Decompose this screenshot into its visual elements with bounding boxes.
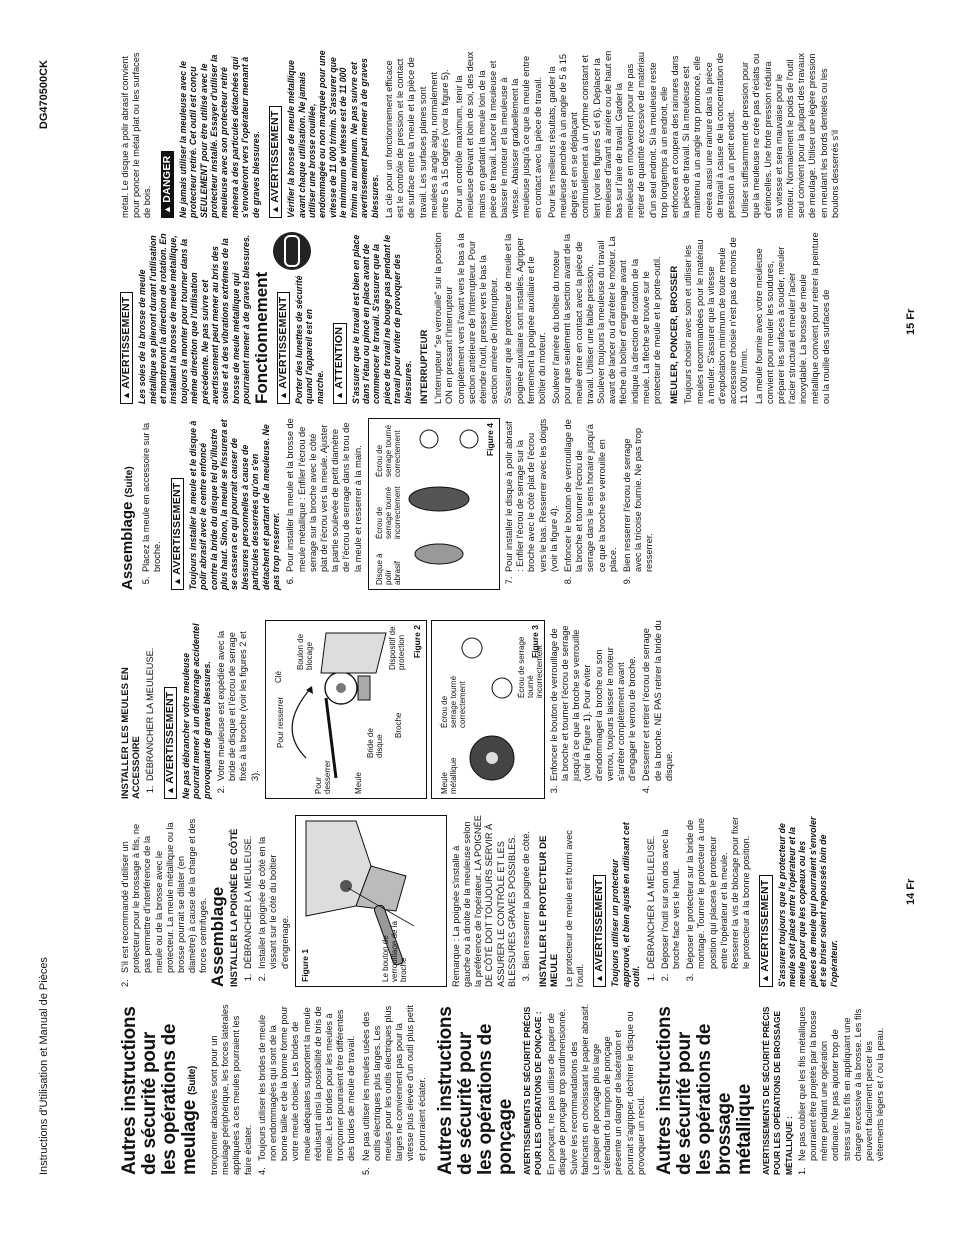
heading-assemblage: Assemblage [207, 886, 227, 987]
step: 1. DÉBRANCHER LA MEULEUSE. [243, 815, 254, 971]
steps-meules-3 [549, 620, 675, 799]
heading-meulage [120, 1003, 203, 1175]
figure-3 [431, 620, 545, 799]
column-3 [120, 620, 678, 799]
fig1-callout: Le bouton de verrouillage de la broche [380, 921, 408, 982]
heading-suffix: (Suite) [124, 466, 135, 498]
subheading-meuler: MEULER, PONCER, BROSSER [669, 265, 681, 404]
fig2-callout-desserrer: Pour desserrer [313, 760, 332, 794]
fig2-callout-cle: Clé [273, 670, 283, 683]
folio-left: 14 Fr [905, 878, 917, 905]
fig4-callout-correct: Écrou de serrage tourné correctement [374, 424, 402, 477]
step: 9. Bien resserrer l'écrou de serrage avec la tricoise fournie. Ne pas trop resserrer. [622, 418, 656, 574]
figure-4 [368, 418, 500, 590]
meule-fournie-paragraph: La meule fournie avec votre meuleuse convient pour meuler les soudures, préparer les surfaces à souder, meuler l'acier structural et meuler l'acier inoxydable. La brosse de meule métallique convient pour retirer la peinture ou la rouille des surfaces de [753, 232, 831, 404]
meuler-paragraph: Toujours choisir avec soin et utiliser les meules recommandées pour le matériau à meuler. S'assurer que la vitesse d'exploitation minimum de toute meule accessoire choisie n'est pas de moins de 11 000 tr/min. [683, 237, 750, 404]
steps-meules-2 [216, 620, 261, 799]
step: 3. Enfoncer le bouton de verrouillage de la broche et tourner l'écrou de serrage jusqu'à ce que la broche se verrouille (voir la Figure 1). Pour éviter d'endommager la broche ou son verrou, toujours laisser le moteur s'arrêter complètement avant d'engager le verrou de broche. [549, 620, 639, 783]
item-number: 2. [120, 979, 130, 987]
column-1 [120, 1003, 886, 1175]
item-number: 5. [360, 1167, 371, 1175]
subheading-meules: INSTALLER LES MEULES EN ACCESSOIRE [120, 667, 143, 799]
fig4-label: Figure 4 [484, 423, 495, 457]
list-item [120, 815, 210, 987]
heading-assemblage-suite [119, 418, 136, 590]
step: 4. Desserrer et retirer l'écrou de serrage de la broche. NE PAS retirer la bride du disque. [641, 620, 675, 783]
list-item [361, 1003, 428, 1175]
danger-badge [161, 151, 174, 218]
item-text: Ne pas oublier que les fils métalliques pourraient être projetés par la brosse même pendant une opération ordinaire. Ne pas ajouter trop de stress sur les fils en appliquant une charge excessive à la brosse. Les fils peuvent facilement percer les vêtements légers et / ou la peau. [796, 1006, 886, 1161]
fig1-label: Figure 1 [299, 948, 310, 982]
fig3-callout-meule: Meule métallique [439, 757, 458, 794]
attention-label: ATTENTION [333, 326, 346, 389]
warning-badge [593, 875, 606, 987]
warning-text: Toujours utiliser un protecteur approuvé, et bien ajusté en utilisant cet outil. [610, 822, 642, 987]
step: 2. Installer la poignée de côté en la vissant sur le côté du boîtier d'engrenage. [257, 815, 291, 971]
figure-1-drawing [296, 816, 446, 986]
fig3-callout-correct: Écrou de serrage tourné correctement [439, 675, 467, 728]
protecteur-paragraph: S'assurer que le protecteur de meule et la poignée auxiliaire sont installés. Agripper fermement la poignée auxiliaire et le boîtier du moteur. [503, 233, 547, 404]
steps-assemblage-6 [285, 418, 363, 590]
page-right [120, 50, 880, 590]
warning-label: AVERTISSEMENT [170, 482, 183, 575]
item-number: 4. [256, 1167, 267, 1175]
fig3-label: Figure 3 [529, 625, 540, 659]
steps-assemblage-5 [141, 418, 163, 590]
protecteur-intro: Le protecteur de meule est fourni avec l'outil. [563, 830, 585, 987]
heading-poncage: Autres instructions de sécurité pour les opérations de ponçage [434, 1006, 516, 1175]
heading-text: Assemblage [119, 501, 136, 590]
column-4 [120, 418, 659, 590]
warning-text: Porter des lunettes de sécurité quand l'appareil est en marche. [294, 275, 325, 404]
running-header-model: DG470500CK [38, 60, 50, 130]
fig4-callout-disque: Disque à polir abrasif [374, 553, 402, 585]
item-text: Ne pas utiliser les meules usées des outils électriques plus larges. Les meules pour les outils électriques plus larges ne conviennent pas pour la vitesse plus élevée d'un outil plus petit et pourraient éclater. [360, 1005, 427, 1161]
warning-label: AVERTISSEMENT [269, 110, 282, 203]
paragraph: La clé pour un fonctionnement efficace est le contrôle de pression et le contact de surface entre la meule et la pièce de travail. Les surfaces planes sont meulées à angle aigu, normalement entre 5 à 15 degrés (voir la figure 5). [383, 57, 450, 218]
warning-triangle-icon: ▲ [270, 204, 281, 214]
item-text: S'il est recommandé d'utiliser un protecteur pour le brossage à fils, ne pas permettre d'interférence de la meule ou de la brosse avec le protecteur. La meule métallique ou la brosse pourrait se dilater (en diamètre) à cause de la charge et des forces centrifuges. [120, 818, 209, 973]
warning-label: AVERTISSEMENT [759, 879, 772, 972]
heading-suffix: (Suite) [187, 1066, 198, 1096]
warning-badge [277, 292, 290, 404]
warning-text: Vérifier la brosse de meule métallique avant chaque utilisation. Ne jamais utiliser une brosse rouillée, endommagée ou non marquée pour une vitesse de 11 000 tr/min. S'assurer que le minimum de vitesse est de 11 000 tr/min au minimum. Ne pas suivre cet avertissement peut mener à de graves blessures. [286, 50, 380, 218]
fig2-callout-meule: Meule [353, 772, 363, 794]
list-item [797, 1003, 887, 1175]
steps-assemblage-7 [504, 418, 656, 590]
warning-triangle-icon: ▲ [164, 785, 175, 795]
subheading-protecteur: INSTALLER LE PROTECTEUR DE MEULE [538, 835, 561, 987]
subheading-poncage: AVERTISSEMENTS DE SÉCURITÉ PRÉCIS POUR LES OPÉRATIONS DE PONÇAGE : [521, 1006, 544, 1175]
fig2-callout-broche: Broche [393, 712, 403, 738]
subheading-poignee: INSTALLER LA POIGNÉE DE CÔTÉ [228, 828, 240, 987]
warning-triangle-icon: ▲ [161, 204, 172, 214]
item-text: Toujours utiliser les brides de meule non endommagées qui sont de la bonne taille et de la bonne forme pour votre meule choisie. Les brides de meule adéquates supportent la meule réduisant ainsi la possibilité de bris de meule. Les brides pour les meules à tronçonner pourraient être différentes des brides de meule de travail. [256, 1006, 357, 1161]
heading-fonctionnement: Fonctionnement [251, 271, 271, 404]
warning-badge [269, 106, 282, 218]
safety-glasses-icon [273, 232, 311, 270]
warning-triangle-icon: ▲ [334, 390, 345, 400]
fig2-callout-bride: Bride de disque [365, 728, 384, 758]
warning-label: AVERTISSEMENT [593, 879, 606, 972]
warning-triangle-icon: ▲ [760, 973, 771, 983]
step: 7. Pour installer le disque à polir abrasif : Enfiler l'écrou de serrage sur la broche avec le côté plat de l'écrou vers le bas. Resserrer avec les doigts (voir la figure 4). [504, 418, 560, 574]
page-left [119, 620, 886, 1175]
step: 1. DÉBRANCHER LA MEULEUSE. [646, 815, 657, 971]
running-header-left: Instructions d'Utilisation et Manual de Pièces [38, 957, 50, 1175]
warning-text: Toujours installer la meule et le disque à polir abrasif avec le centre enfoncé contre la bride du disque tel qu'illustré plus haut. Sinon, la meule se fissurera et se cassera ce qui pourrait causer de blessures personnelles à cause de particules desserrées qu'on s'en détachent et partant de la meuleuse. Ne pas trop resserrer. [187, 419, 282, 590]
fig2-callout-resserrer: Pour resserrer [275, 696, 285, 748]
column-2 [120, 815, 843, 987]
poncage-paragraph: En ponçant, ne pas utiliser de papier de disque de ponçage trop surdimensionné. Suivre les recommandations des fabricants en choisissant le papier abrasif. Le papier de ponçage plus large s'étendant du tampon de ponçage présente un danger de lacération et pourrait s'agripper, déchirer le disque ou provoquer un recul. [546, 1003, 646, 1175]
remarque: Remarque : La poignée s'installe à gauche ou à droite de la meuleuse selon la préférence de l'opérateur. LA POIGNÉE DE CÔTÉ DOIT TOUJOURS SERVIR À ASSURER LE CONTRÔLE ET LES BLESSURES GRAVES POSSIBLES. [450, 815, 517, 987]
meulage-intro: tronçonner abrasives sont pour un meulage périphérique, les forces latérales appliquées à ces meules pourraient les faire éclater. [209, 1004, 253, 1175]
warning-triangle-icon: ▲ [594, 973, 605, 983]
heading-meulage-text: Autres instructions de sécurité pour les opérations de meulage [119, 1006, 200, 1175]
paragraph: Pour un contrôle maximum, tenir la meuleuse devant et loin de soi, des deux mains en gardant la meule loin de la pièce de travail. Lancer la meuleuse et baisser le moteur et la meuleuse à vitesse. Abaisser graduellement la meuleuse jusqu'à ce que la meule entre en contact avec la pièce de travail. [454, 51, 543, 218]
steps-poignee-3 [521, 815, 532, 987]
fig3-callout-incorrect: Écrou de serrage tourné incorrectement [516, 636, 544, 698]
warning-badge [164, 687, 177, 799]
step: 5. Placez la meule en accessoire sur la broche. [141, 418, 163, 574]
list-item [257, 1003, 358, 1175]
fig2-callout-boulon: Boulon de blocage [295, 633, 314, 670]
item-number: 1. [796, 1167, 807, 1175]
danger-text: Ne jamais utiliser la meuleuse avec le protecteur retiré. Cet outil est conçu SEULEMENT pour être utilisé avec le protecteur installé. Essayer d'utiliser la meuleuse avec son protecteur retiré mènera à des particules détachées qui s'envoleront vers l'opérateur menant à de graves blessures. [177, 54, 261, 218]
attention-badge [333, 323, 346, 404]
attention-text: S'assurer que le travail est bien en place dans l'étau ou pincé en place avant de commencer le travail. S'assurer que la pièce de travail ne bouge pas pendant le travail pour éviter de provoquer des blessures. [350, 234, 413, 404]
disque-paragraph: métal. Le disque à polir abrasif convient pour poncer le métal plat ou les surfaces de bois. [120, 52, 153, 218]
heading-brossage: Autres instructions de sécurité pour les opérations de brossage métallique [654, 1006, 756, 1175]
step: 3. Déposer le protecteur sur la bride de montage. Tourner le protecteur à une position qui placera le protecteur entre l'opérateur et la meule. Resserrer la vis de blocage pour fixer le protecteur à la bonne position. [685, 815, 752, 971]
warning-label: AVERTISSEMENT [276, 296, 289, 389]
step: 3. Bien resserrer la poignée de côté. [521, 815, 532, 971]
warning-label: AVERTISSEMENT [163, 691, 176, 784]
danger-label: DANGER [160, 155, 173, 203]
subheading-interrupteur: INTERRUPTEUR [418, 329, 430, 404]
figure-2 [265, 620, 427, 799]
subheading-brossage: AVERTISSEMENTS DE SÉCURITÉ PRÉCIS POUR LES OPÉRATIONS DE BROSSAGE MÉTALLIQUE : [761, 1006, 794, 1175]
warning-triangle-icon: ▲ [121, 390, 131, 400]
steps-poignee [243, 815, 291, 987]
fig2-label: Figure 2 [411, 625, 422, 659]
warning-badge [120, 292, 133, 404]
warning-triangle-icon: ▲ [171, 576, 182, 586]
warning-text: Les soies de la brosse de meule métallique se plieront durant l'utilisation et montreront la direction de rotation. En installant la brosse de meule métallique, toujours la monter pour tourner dans la même direction que l'utilisation précédente. Ne pas suivre cet avertissement peut mener au bris des soies et à des vibrations extrêmes de la brosse de meule métallique qui pourraient mener à de graves blessures. [137, 233, 252, 404]
interrupteur-paragraph: L'interrupteur "se verrouille" sur la position ON en pressant l'interrupteur complètement vers l'avant vers le bas à la section antérieure de l'interrupteur. Pour éteindre l'outil, presser vers le bas la section arrière de l'interrupteur. [433, 232, 500, 404]
warning-text: Ne pas débrancher votre meuleuse pourrait mener à un démarrage accidentel provoquant de graves blessures. [180, 623, 212, 799]
step: 1. DÉBRANCHER LA MEULEUSE. [145, 620, 156, 783]
paragraph: Pour les meilleurs résultats, garder la meuleuse penchée à un angle de 5 à 15 degrés et en se déplaçant continuellement à un rythme constant et lent (voir les figures 5 et 6). Déplacer la meuleuse d'avant à arrière ou de haut en bas sur l'aire de travail. Garder la meuleuse en mouvement pour ne pas retirer de quantité excessive de matériau d'un seul endroit. Si la meuleuse reste trop longtemps à un endroit, elle enfoncera et coupera des rainures dans la pièce de travail. Si la meuleuse est maintenu à un angle trop prononcé, elle creera aussi une rainure dans la pièce de travail à cause de la concentration de pression à un petit endroit. [546, 50, 737, 218]
warning-badge [759, 875, 772, 987]
warning-text: S'assurer toujours que le protecteur de meule soit placé entre l'opérateur et la meule pour que les copeaux ou les pièces de meule qui pourraient s'envoler et se briser soient repoussés loin de l'opérateur. [776, 816, 839, 987]
step: 2. Votre meuleuse est expédiée avec la bride de disque et l'écrou de serrage fixés à la broche (voir les figures 2 et 3). [216, 620, 261, 783]
steps-protecteur [646, 815, 753, 987]
column-6 [120, 50, 844, 218]
folio-right: 15 Fr [905, 308, 917, 335]
fig4-callout-incorrect: Écrou de serrage tourné incorrectement [374, 486, 402, 539]
figure-1 [295, 815, 447, 987]
warning-badge [171, 478, 184, 590]
paragraph: Utiliser suffisamment de pression pour que la meuleuse ne crée pas d'éclats ou d'étincelles. Une forte pression réduira sa vitesse et sera mauvaise pour le moteur. Normalement le poids de l'outil seul convient pour la plupart des travaux de meulage. Utiliser une légère pression en meulant les bords dentelés ou les boulons desserrés s'il [740, 53, 840, 218]
column-5 [120, 232, 835, 404]
step: 6. Pour installer la meule et la brosse de meule métallique : Enfiler l'écrou de serrage sur la broche avec le côté plat de l'écrou vers la meule. Ajuster la partie soulevée de petit diamètre de l'écrou de serrage dans le trou de la meule et resserrer à la main. [285, 418, 363, 574]
warning-triangle-icon: ▲ [277, 390, 288, 400]
soulever-paragraph: Soulever l'arrière du boîtier du moteur pour que seulement la section avant de la meule entre en contact avec la pièce de travail. Utiliser une faible pression. Soulever toujours la meuleuse du travail avant de lancer ou d'arrêter le moteur. La flèche du boîtier d'engrenage avant indique la direction de rotation de la meule. La flèche se trouve sur le protecteur de meule et le porte-outil. [551, 233, 662, 404]
fig2-callout-protection: Dispositif de protection [387, 626, 406, 670]
warning-label: AVERTISSEMENT [120, 296, 132, 389]
step: 2. Déposer l'outil sur son dos avec la broche face vers le haut. [660, 815, 682, 971]
steps-meules-1 [145, 620, 156, 799]
step: 8. Enfoncer le bouton de verrouillage de la broche et tourner l'écrou de serrage dans le sens horaire jusqu'à ce que la broche se verrouille en place. [563, 418, 619, 574]
